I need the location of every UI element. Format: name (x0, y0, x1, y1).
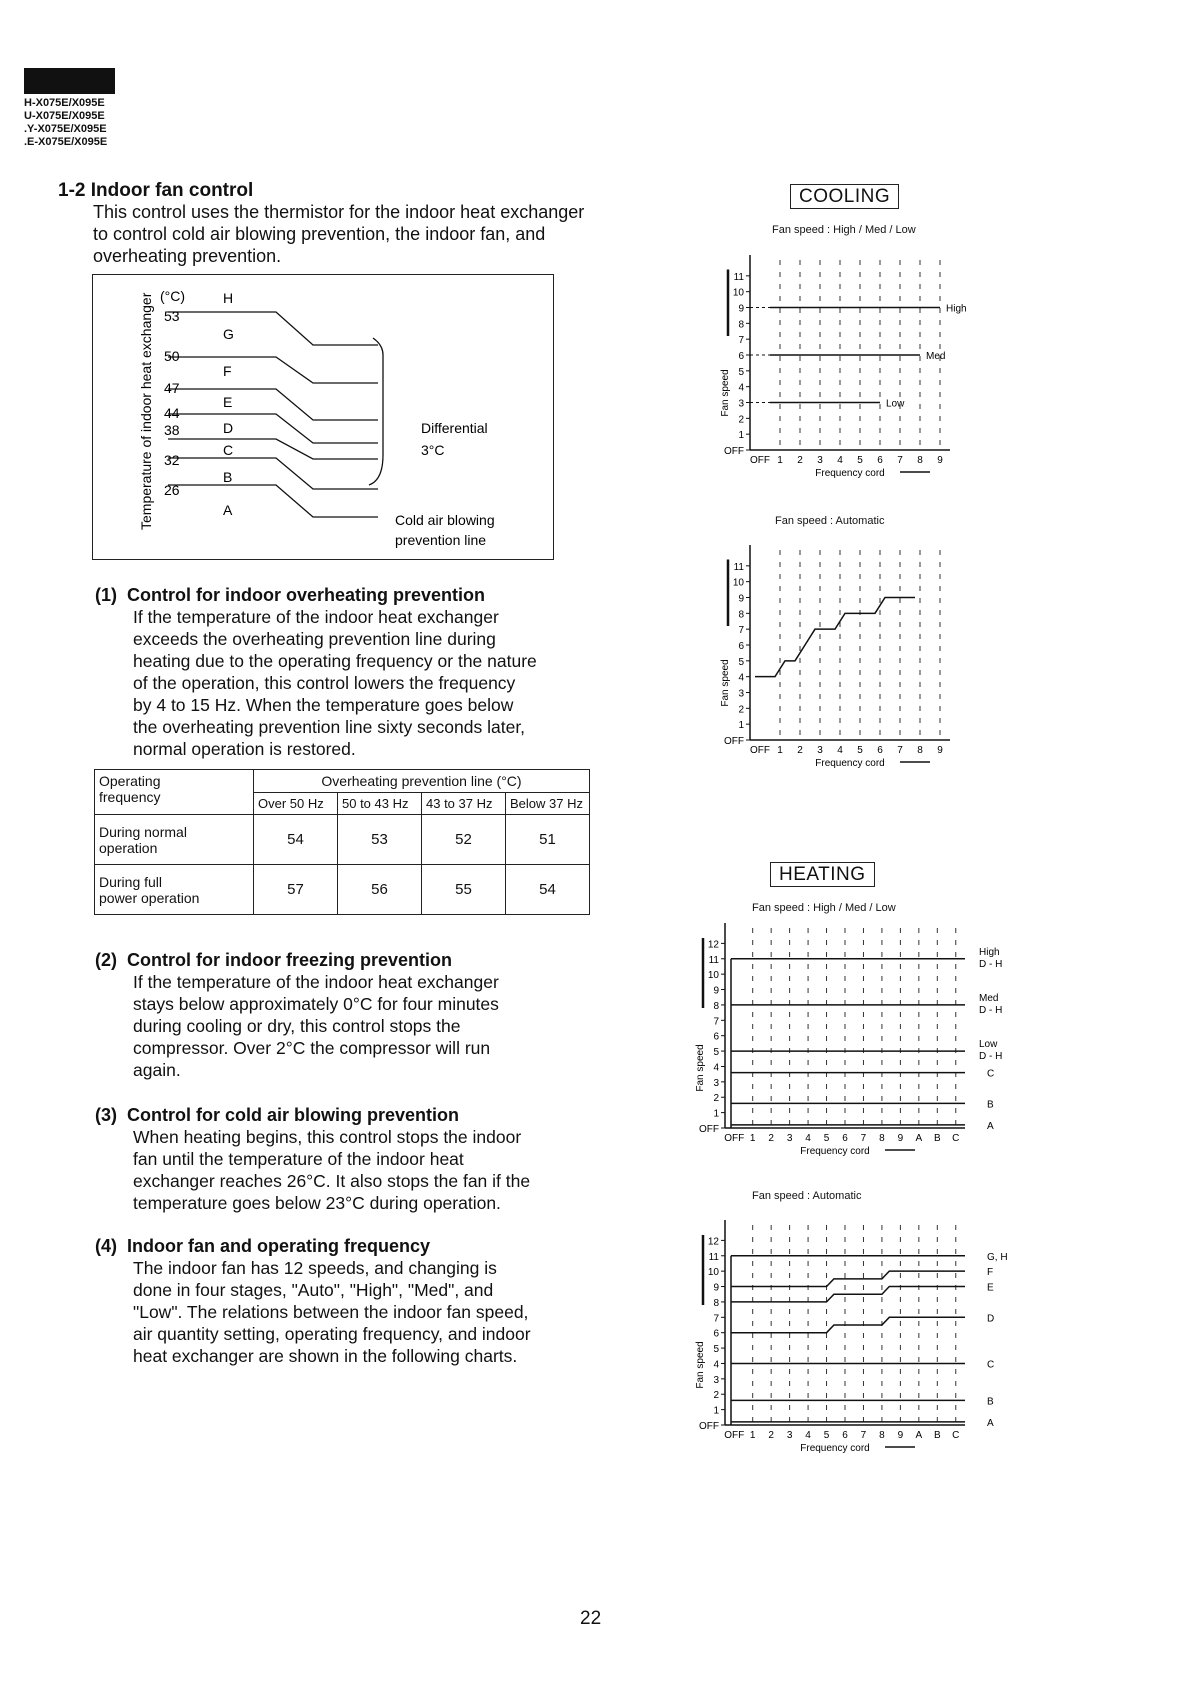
subsection-3 (95, 1105, 615, 1214)
y-tick-label: 2 (738, 414, 744, 426)
y-tick-label: 10 (707, 1267, 719, 1279)
y-tick-label: 1 (738, 430, 744, 442)
x-tick-label: 2 (768, 1430, 774, 1441)
zone-label: E (223, 394, 233, 410)
subsection-title: Control for cold air blowing prevention (127, 1105, 460, 1125)
subsection-4 (95, 1236, 615, 1367)
subsection-num: (3) (95, 1105, 117, 1125)
x-tick-label: 8 (917, 745, 923, 756)
y-tick-label: 11 (733, 271, 744, 283)
y-tick-label: 8 (713, 1000, 719, 1012)
para-line: compressor. Over 2°C the compressor will run (133, 1038, 491, 1058)
y-tick-label: 11 (733, 561, 744, 573)
para-line: If the temperature of the indoor heat exchanger (133, 607, 499, 627)
y-tick-label: 6 (713, 1328, 719, 1340)
x-tick-label: 4 (805, 1430, 811, 1441)
y-tick-label: 6 (713, 1031, 719, 1043)
y-tick-label: OFF (724, 446, 744, 457)
temp-label: 44 (164, 405, 180, 421)
x-tick-label: 5 (823, 1430, 830, 1441)
y-tick-label: 2 (738, 704, 744, 716)
differential-value: 3°C (421, 442, 445, 458)
x-tick-label: 9 (897, 1430, 904, 1441)
temp-label: 53 (164, 308, 180, 324)
y-tick-label: 8 (738, 319, 744, 331)
y-axis-label: Fan speed (695, 1044, 706, 1092)
y-tick-label: 8 (713, 1297, 719, 1309)
series-label: High (946, 303, 967, 315)
y-tick-label: 4 (738, 672, 744, 684)
table-row-label: During full power operation (95, 865, 254, 915)
para-line: exchanger reaches 26°C. It also stops the fan if the (133, 1171, 531, 1191)
x-tick-label: 6 (877, 455, 883, 466)
model-line: H-X075E/X095E (24, 97, 105, 109)
table-cell: 54 (506, 865, 590, 915)
para-line: the overheating prevention line sixty seconds later, (133, 717, 526, 737)
zone-label: C (223, 442, 234, 458)
x-tick-label: 8 (879, 1133, 885, 1144)
x-tick-label: C (952, 1430, 960, 1441)
section-intro: This control uses the thermistor for the indoor heat exchanger to control cold air blowing prevention, the indoor fan, and overheating prevention. (93, 202, 585, 266)
x-tick-label: 5 (857, 455, 863, 466)
para-line: during cooling or dry, this control stops the (133, 1016, 461, 1036)
page-number: 22 (580, 1608, 602, 1629)
x-tick-label: 2 (797, 745, 803, 756)
chart-subtitle: Fan speed : High / Med / Low (772, 224, 916, 236)
y-tick-label: 2 (713, 1390, 719, 1402)
heating-title: HEATING (770, 864, 875, 886)
zone-label: D (223, 420, 234, 436)
x-tick-label: A (915, 1430, 923, 1441)
x-axis-label: Frequency cord (800, 1443, 870, 1454)
diagram-unit: (°C) (160, 288, 186, 304)
zone-label: A (223, 502, 233, 518)
y-tick-label: 9 (713, 1282, 719, 1294)
para-line: again. (133, 1060, 181, 1080)
y-tick-label: 3 (738, 688, 744, 700)
y-tick-label: 9 (738, 303, 744, 315)
x-axis-label: Frequency cord (815, 468, 885, 479)
series-label: Low (979, 1039, 998, 1051)
y-tick-label: 4 (713, 1062, 719, 1074)
temperature-diagram-svg (93, 275, 553, 559)
header-bar (24, 68, 115, 94)
model-line: .E-X075E/X095E (24, 136, 108, 148)
model-line: U-X075E/X095E (24, 110, 105, 122)
y-tick-label: 1 (738, 720, 744, 732)
chart-subtitle: Fan speed : Automatic (775, 515, 885, 527)
y-tick-label: 3 (713, 1077, 719, 1089)
zone-label: D (987, 1313, 995, 1325)
y-tick-label: 10 (707, 970, 719, 982)
para-line: When heating begins, this control stops the indoor (133, 1127, 522, 1147)
table-header-left: Operating frequency (95, 770, 254, 815)
y-tick-label: 5 (738, 656, 744, 668)
zone-label: C (987, 1359, 995, 1371)
subsection-title: Control for indoor freezing prevention (127, 950, 453, 970)
temperature-diagram (92, 274, 554, 560)
x-tick-label: 1 (749, 1430, 756, 1441)
x-tick-label: 9 (937, 745, 943, 756)
para-line: exceeds the overheating prevention line during (133, 629, 496, 649)
x-tick-label: 4 (837, 745, 843, 756)
y-tick-label: 6 (738, 641, 744, 652)
y-tick-label: 1 (713, 1405, 719, 1417)
zone-label: F (987, 1267, 994, 1279)
x-tick-label: 3 (786, 1133, 793, 1144)
x-tick-label: B (933, 1133, 941, 1144)
y-tick-label: 9 (713, 985, 719, 997)
x-tick-label: 3 (786, 1430, 793, 1441)
zone-label: G (223, 326, 234, 342)
y-tick-label: 6 (738, 351, 744, 362)
series-label: Med (979, 992, 999, 1004)
zone-label: D - H (979, 1051, 1003, 1063)
x-tick-label: OFF (724, 1430, 745, 1441)
y-tick-label: 5 (738, 366, 744, 378)
differential-label: Differential (421, 420, 488, 436)
zone-label: E (987, 1282, 994, 1294)
y-axis-label: Fan speed (720, 659, 731, 707)
series-label: Low (886, 398, 905, 410)
x-tick-label: 7 (897, 745, 903, 756)
x-tick-label: 3 (817, 745, 823, 756)
chart-subtitle: Fan speed : High / Med / Low (752, 902, 896, 914)
zone-label: B (987, 1099, 994, 1111)
y-tick-label: OFF (699, 1421, 719, 1432)
subsection-num: (1) (95, 585, 117, 605)
y-tick-label: 7 (713, 1016, 719, 1028)
temp-label: 47 (164, 380, 180, 396)
overheat-table (94, 769, 590, 915)
temp-label: 32 (164, 452, 180, 468)
zone-label: C (987, 1068, 995, 1080)
y-tick-label: 11 (708, 954, 719, 966)
x-tick-label: 9 (897, 1133, 904, 1144)
series-label: Med (926, 351, 946, 362)
zone-line (731, 1287, 965, 1302)
y-tick-label: OFF (699, 1124, 719, 1135)
para-line: "Low". The relations between the indoor fan speed, (133, 1302, 529, 1322)
table-cell: 56 (338, 865, 422, 915)
y-tick-label: 9 (738, 593, 744, 605)
x-tick-label: 3 (817, 455, 823, 466)
temp-label: 50 (164, 348, 180, 364)
table-cell: 57 (254, 865, 338, 915)
para-line: temperature goes below 23°C during operation. (133, 1193, 501, 1213)
x-tick-label: OFF (750, 745, 770, 756)
x-tick-label: 7 (860, 1133, 867, 1144)
para-line: done in four stages, "Auto", "High", "Med", and (133, 1280, 494, 1300)
temp-label: 26 (164, 482, 180, 498)
y-tick-label: 5 (713, 1047, 719, 1059)
y-tick-label: 1 (713, 1108, 719, 1120)
subsection-title: Control for indoor overheating prevention (127, 585, 486, 605)
zone-label: B (987, 1396, 994, 1408)
table-row-label: During normal operation (95, 815, 254, 865)
x-tick-label: 1 (777, 745, 783, 756)
x-tick-label: 7 (897, 455, 903, 466)
x-tick-label: C (952, 1133, 960, 1144)
x-tick-label: 4 (805, 1133, 811, 1144)
section-title: 1-2 Indoor fan control (58, 180, 254, 201)
cooling-chart-manual (715, 250, 1015, 495)
para-line: by 4 to 15 Hz. When the temperature goes below (133, 695, 514, 715)
zone-label: B (223, 469, 233, 485)
x-tick-label: OFF (750, 455, 770, 466)
y-tick-label: 10 (732, 577, 744, 589)
x-tick-label: 6 (842, 1430, 848, 1441)
para-line: air quantity setting, operating frequency, and indoor (133, 1324, 531, 1344)
x-tick-label: 9 (937, 455, 943, 466)
y-tick-label: 7 (738, 625, 744, 637)
table-col-header: Over 50 Hz (254, 793, 338, 815)
y-tick-label: 7 (738, 335, 744, 347)
x-axis-label: Frequency cord (800, 1146, 870, 1157)
subsection-num: (4) (95, 1236, 117, 1256)
series-label: High (979, 946, 1000, 958)
cooling-title: COOLING (790, 186, 899, 208)
zone-label: D - H (979, 1004, 1003, 1016)
table-header-group: Overheating prevention line (°C) (254, 770, 590, 793)
x-tick-label: 4 (837, 455, 843, 466)
para-line: stays below approximately 0°C for four minutes (133, 994, 499, 1014)
model-line: .Y-X075E/X095E (24, 123, 107, 135)
x-tick-label: 5 (857, 745, 863, 756)
diagram-ylabel: Temperature of indoor heat exchanger (138, 292, 154, 530)
x-tick-label: 1 (749, 1133, 756, 1144)
cooling-chart-auto (715, 540, 1015, 785)
para-line: heat exchanger are shown in the following charts. (133, 1346, 518, 1366)
para-line: If the temperature of the indoor heat exchanger (133, 972, 499, 992)
para-line: normal operation is restored. (133, 739, 356, 759)
model-list (24, 97, 107, 149)
y-tick-label: 3 (738, 398, 744, 410)
x-tick-label: 8 (879, 1430, 885, 1441)
x-tick-label: 6 (842, 1133, 848, 1144)
subsection-2 (95, 950, 615, 1081)
temp-label: 38 (164, 422, 180, 438)
zone-label: H (223, 290, 234, 306)
x-tick-label: 1 (777, 455, 783, 466)
y-tick-label: 4 (713, 1359, 719, 1371)
table-col-header: 43 to 37 Hz (422, 793, 506, 815)
cold-air-line-label: Cold air blowing (395, 512, 495, 528)
x-tick-label: 6 (877, 745, 883, 756)
table-col-header: Below 37 Hz (506, 793, 590, 815)
y-tick-label: 8 (738, 609, 744, 621)
x-axis-label: Frequency cord (815, 758, 885, 769)
para-line: The indoor fan has 12 speeds, and changing is (133, 1258, 497, 1278)
x-tick-label: A (915, 1133, 923, 1144)
subsection-num: (2) (95, 950, 117, 970)
heating-chart-manual (690, 918, 1065, 1173)
y-tick-label: 2 (713, 1093, 719, 1105)
para-line: of the operation, this control lowers the frequency (133, 673, 516, 693)
auto-step-line (755, 598, 915, 677)
para-line: heating due to the operating frequency or the nature (133, 651, 537, 671)
table-cell: 54 (254, 815, 338, 865)
y-tick-label: 10 (732, 287, 744, 299)
x-tick-label: 5 (823, 1133, 830, 1144)
zone-label: G, H (987, 1251, 1008, 1263)
zone-line (731, 1271, 965, 1286)
x-tick-label: 2 (797, 455, 803, 466)
zone-label: D - H (979, 958, 1003, 970)
table-cell: 52 (422, 815, 506, 865)
zone-label: A (987, 1120, 994, 1132)
zone-label: F (223, 363, 232, 379)
para-line: fan until the temperature of the indoor heat (133, 1149, 464, 1169)
subsection-title: Indoor fan and operating frequency (127, 1236, 431, 1256)
y-tick-label: 11 (708, 1251, 719, 1263)
y-tick-label: OFF (724, 736, 744, 747)
y-tick-label: 12 (707, 1236, 719, 1248)
x-tick-label: 2 (768, 1133, 774, 1144)
y-tick-label: 3 (713, 1374, 719, 1386)
x-tick-label: 8 (917, 455, 923, 466)
x-tick-label: B (933, 1430, 941, 1441)
table-cell: 53 (338, 815, 422, 865)
table-cell: 55 (422, 865, 506, 915)
x-tick-label: 7 (860, 1430, 867, 1441)
chart-subtitle: Fan speed : Automatic (752, 1190, 862, 1202)
x-tick-label: OFF (724, 1133, 745, 1144)
heating-chart-auto (690, 1210, 1065, 1470)
table-col-header: 50 to 43 Hz (338, 793, 422, 815)
zone-line (731, 1317, 965, 1332)
y-tick-label: 4 (738, 382, 744, 394)
y-tick-label: 5 (713, 1344, 719, 1356)
zone-label: A (987, 1417, 994, 1429)
table-cell: 51 (506, 815, 590, 865)
y-axis-label: Fan speed (720, 369, 731, 417)
y-tick-label: 7 (713, 1313, 719, 1325)
y-tick-label: 12 (707, 939, 719, 951)
subsection-1 (95, 585, 615, 760)
cold-air-line-label-2: prevention line (395, 532, 487, 548)
y-axis-label: Fan speed (695, 1341, 706, 1389)
